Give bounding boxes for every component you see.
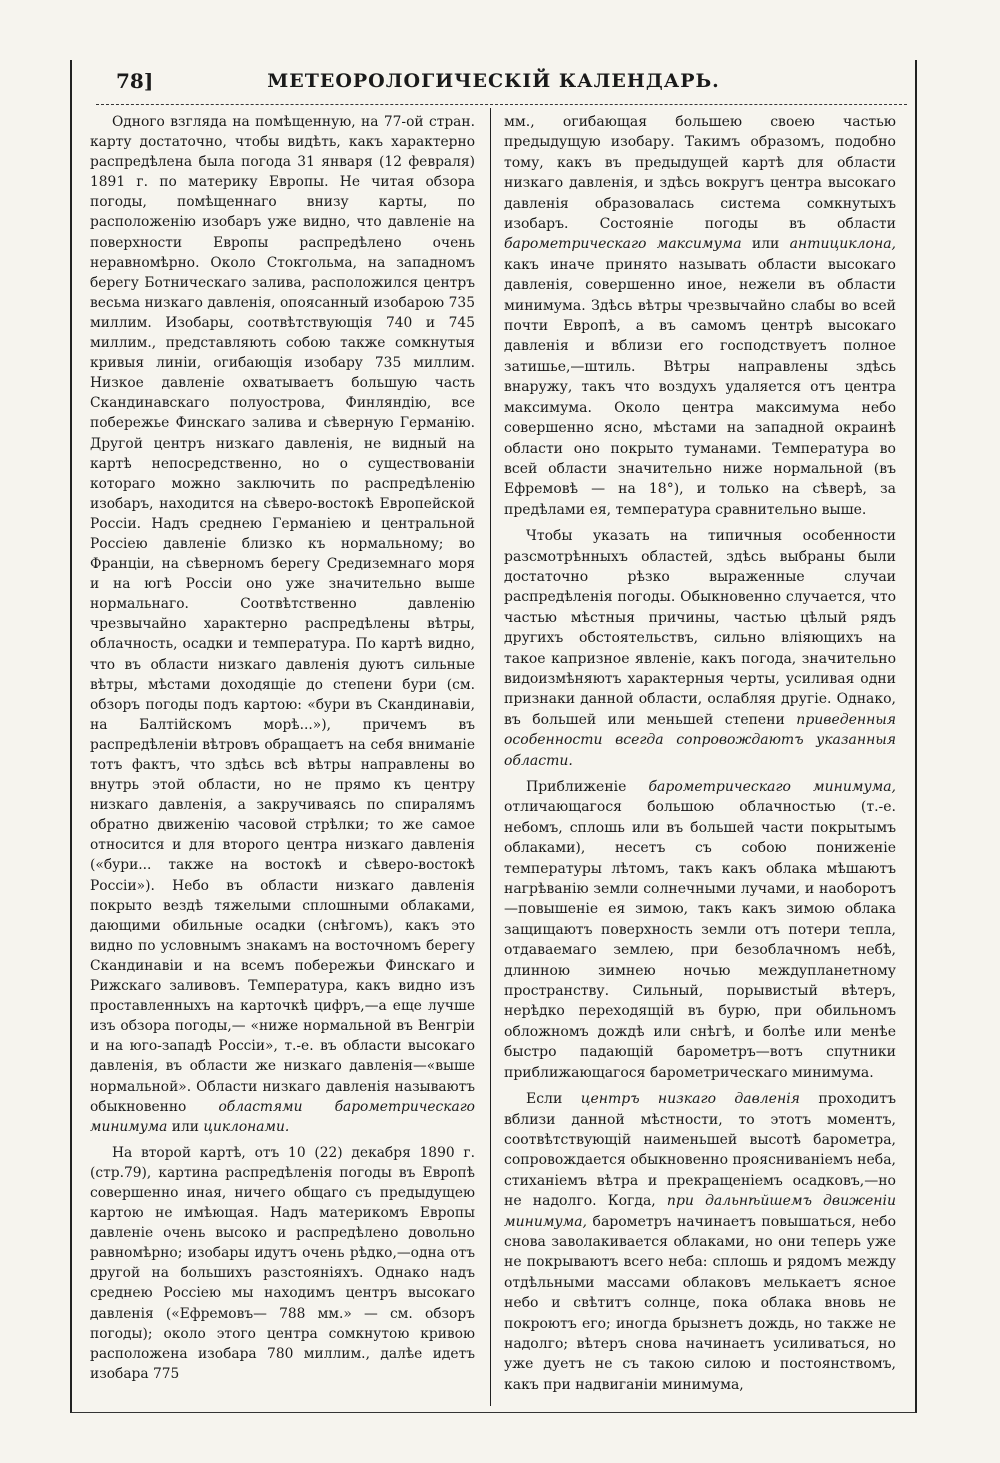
- running-title: МЕТЕОРОЛОГИЧЕСКІЙ КАЛЕНДАРЬ.: [267, 70, 720, 92]
- left-column: [90, 112, 475, 1390]
- page-number: 78]: [116, 69, 154, 93]
- header-rule: [96, 104, 907, 105]
- right-column: [504, 112, 896, 1401]
- page-header: [72, 60, 915, 100]
- paragraph: Одного взгляда на помѣщенную, на 77-ой стран. карту достаточно, чтобы видѣть, какъ характерно распредѣлена была погода 31 января (12 февраля) 1891 г. по материку Европы. Не читая обзора погоды, помѣщеннаго внизу карты, по расположенію изобаръ уже видно, что давленіе на поверхности Европы распредѣлено очень неравномѣрно. Около Стокгольма, на западномъ берегу Ботническаго залива, расположился центръ весьма низкаго давленія, опоясанный изобарою 735 миллим. Изобары, соотвѣтствующія 740 и 745 миллим., представляють собою также сомкнутыя кривыя линіи, огибающія изобару 735 миллим. Низкое давленіе охватываетъ большую часть Скандинавскаго полуострова, Финляндію, все побережье Финскаго залива и сѣверную Германію. Другой центръ низкаго давленія, не видный на картѣ непосредственно, но о существованіи котораго можно заключить по распредѣленію изобаръ, находится на сѣверо-востокѣ Европейской Россіи. Надъ среднею Германіею и центральной Россіею давленіе близко къ нормальному; во Франціи, на сѣверномъ берегу Средиземнаго моря и на югѣ Россіи оно уже значительно выше нормальнаго. Соотвѣтственно давленію чрезвычайно характерно распредѣлены вѣтры, облачность, осадки и температура. По картѣ видно, что въ области низкаго давленія дуютъ сильные вѣтры, мѣстами доходящіе до степени бури (см. обзоръ погоды подъ картою: «бури въ Скандинавіи, на Балтійскомъ морѣ...»), причемъ въ распредѣленіи вѣтровъ обращаетъ на себя вниманіе тотъ фактъ, что здѣсь всѣ вѣтры направлены во внутрь этой области, но не прямо къ центру низкаго давленія, а закручиваясь по спиралямъ обратно движенію часовой стрѣлки; то же самое относится и для второго центра низкаго давленія («бури... также на востокѣ и сѣверо-востокѣ Россіи»). Небо въ области низкаго давленія покрыто вездѣ тяжелыми сплошными облаками, дающими обильные осадки (снѣгомъ), какъ это видно по условнымъ знакамъ на восточномъ берегу Скандинавіи и на всемъ побережьи Финскаго и Рижскаго заливовъ. Температура, какъ видно изъ проставленныхъ на карточкѣ цифръ,—а еще лучше изъ обзора погоды,— «ниже нормальной въ Венгріи и на юго-западѣ Россіи», т.-е. въ области высокаго давленія, въ области же низкаго давленія—«выше нормальной». Области низкаго давленія называютъ обыкновенно областями барометрическаго минимума или циклонами.: [90, 114, 475, 1135]
- page-frame: [70, 60, 917, 1413]
- paragraph: Если центръ низкаго давленія проходитъ вблизи данной мѣстности, то этотъ моментъ, соотвѣтствующій наименьшей высотѣ барометра, сопровождается обыкновенно проясниваніемъ неба, стиханіемъ вѣтра и прекращеніемъ осадковъ,—но не надолго. Когда, при дальнѣйшемъ движеніи минимума, барометръ начинаетъ повышаться, небо снова заволакивается облаками, но они теперь уже не покрываютъ всего неба: сплошь и рядомъ между отдѣльными массами облаковъ мелькаетъ ясное небо и свѣтитъ солнце, пока облака вновь не покроютъ его; иногда брызнетъ дождь, но также не надолго; вѣтеръ снова начинаетъ усиливаться, но уже дуетъ не съ такою силою и постоянствомъ, какъ при надвиганіи минимума,: [504, 1091, 896, 1393]
- paragraph: Чтобы указать на типичныя особенности разсмотрѣнныхъ областей, здѣсь выбраны были достаточно рѣзко выраженные случаи распредѣленія погоды. Обыкновенно случается, что частью мѣстныя причины, частью цѣлый рядъ другихъ обстоятельствъ, сильно вліяющихъ на такое капризное явленіе, какъ погода, значительно видоизмѣняютъ характерныя черты, усиливая одни признаки данной области, ослабляя другіе. Однако, въ большей или меньшей степени приведенныя особенности всегда сопровождаютъ указанныя области.: [504, 528, 896, 769]
- column-divider: [490, 108, 491, 1406]
- paragraph: Приближеніе барометрическаго минимума, отличающагося большою облачностью (т.-е. небомъ, сплошь или въ большей части покрытымъ облаками), несетъ съ собою пониженіе температуры лѣтомъ, такъ какъ облака мѣшаютъ нагрѣванію земли солнечными лучами, и наоборотъ—повышеніе ея зимою, такъ какъ зимою облака защищаютъ поверхность земли отъ потери тепла, отдаваемаго землею, при безоблачномъ небѣ, длинною зимнею ночью междупланетному пространству. Сильный, порывистый вѣтеръ, нерѣдко переходящій въ бурю, при обильномъ обложномъ дождѣ или снѣгѣ, и болѣе или менѣе быстро падающій барометръ—вотъ спутники приближающагося барометрическаго минимума.: [504, 779, 896, 1081]
- paragraph: На второй картѣ, отъ 10 (22) декабря 1890 г. (стр.79), картина распредѣленія погоды въ Европѣ совершенно иная, ничего общаго съ предыдущею картою не имѣющая. Надъ материкомъ Европы давленіе очень высоко и распредѣлено довольно равномѣрно; изобары идутъ очень рѣдко,—одна отъ другой на большихъ разстояніяхъ. Однако надъ среднею Россіею мы находимъ центръ высокаго давленія («Ефремовъ— 788 мм.» — см. обзоръ погоды); около этого центра сомкнутою кривою расположена изобара 780 миллим., далѣе идетъ изобара 775: [90, 1144, 475, 1382]
- paragraph: мм., огибающая большею своею частью предыдущую изобару. Такимъ образомъ, подобно тому, какъ въ предыдущей картѣ для области низкаго давленія, и здѣсь вокругъ центра высокаго давленія образовалась система сомкнутыхъ изобаръ. Состояніе погоды въ области барометрическаго максимума или антициклона, какъ иначе принято называть области высокаго давленія, совершенно иное, нежели въ области минимума. Здѣсь вѣтры чрезвычайно слабы во всей почти Европѣ, а въ самомъ центрѣ высокаго давленія и вблизи его господствуетъ полное затишье,—штиль. Вѣтры направлены здѣсь внаружу, такъ что воздухъ удаляется отъ центра максимума. Около центра максимума небо совершенно ясно, мѣстами на западной окраинѣ области оно покрыто туманами. Температура во всей области значительно ниже нормальной (въ Ефремовѣ — на 18°), и только на сѣверѣ, за предѣлами ея, температура сравнительно выше.: [504, 114, 896, 518]
